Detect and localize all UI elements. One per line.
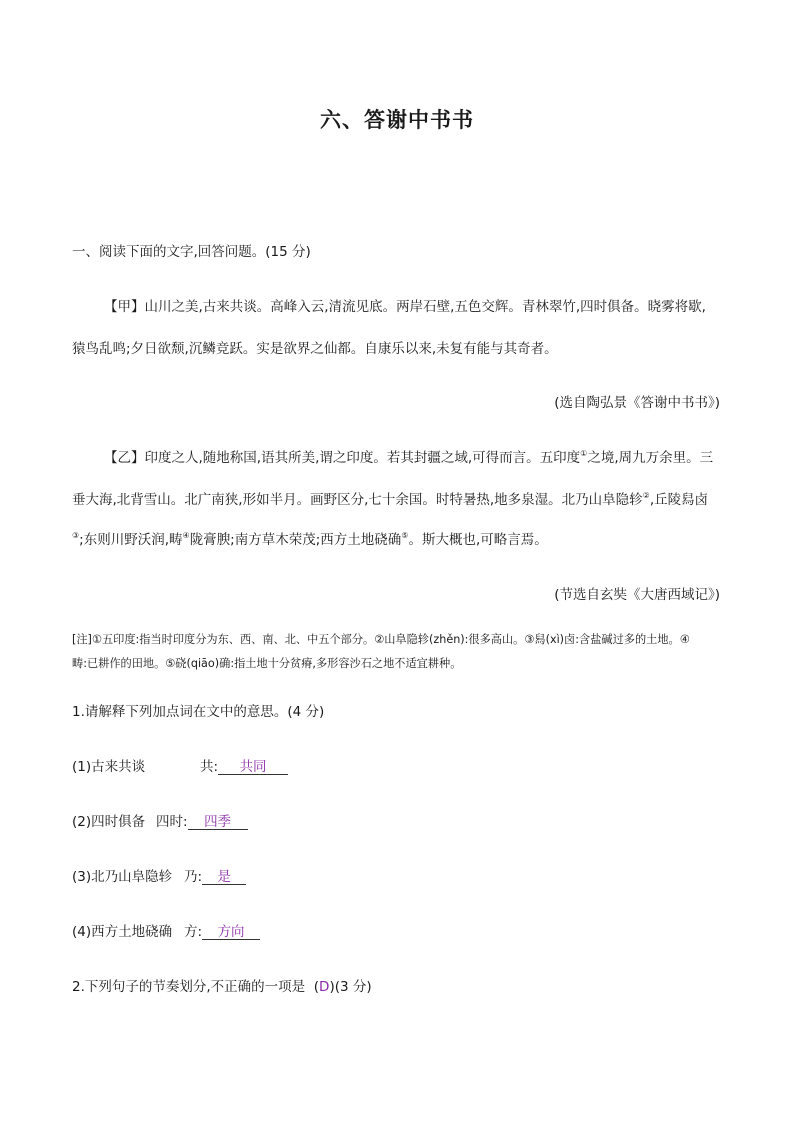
passage-b-text: ;东则川野沃润,畴 bbox=[79, 532, 183, 548]
answer-blank: 是 bbox=[202, 870, 246, 885]
passage-a-line-2: 猿鸟乱鸣;夕日欲颓,沉鳞竞跃。实是欲界之仙都。自康乐以来,未复有能与其奇者。 bbox=[72, 341, 558, 357]
passage-b-line-2 bbox=[72, 488, 708, 508]
item-phrase: (2)四时俱备 bbox=[72, 814, 146, 830]
passage-b-text: 垂大海,北背雪山。北广南狭,形如半月。画野区分,七十余国。时特暑热,地多泉湿。北乃山阜隐轸 bbox=[72, 492, 643, 508]
passage-b-line-3 bbox=[72, 528, 548, 548]
passage-a-line-1: 【甲】山川之美,古来共谈。高峰入云,清流见底。两岸石壁,五色交辉。青林翠竹,四时俱备。晓雾将歇, bbox=[104, 299, 706, 315]
passage-b-text: 【乙】印度之人,随地称国,语其所美,谓之印度。若其封疆之域,可得而言。五印度 bbox=[104, 450, 581, 466]
answer-blank: 四季 bbox=[188, 815, 248, 830]
answer-choice: D bbox=[319, 979, 330, 995]
question-1-prompt: 1.请解释下列加点词在文中的意思。(4 分) bbox=[72, 704, 325, 720]
passage-b-text: 陇膏腴;南方草木荣茂;西方土地硗确 bbox=[189, 532, 402, 548]
question-1-item-4 bbox=[72, 920, 260, 940]
notes-line-2: 畴:已耕作的田地。⑤硗(qiāo)确:指土地十分贫瘠,多形容沙石之地不适宜耕种。 bbox=[72, 657, 462, 670]
passage-b-source: (节选自玄奘《大唐西域记》) bbox=[554, 587, 720, 603]
passage-b-line-1 bbox=[104, 446, 713, 466]
item-word: 四时: bbox=[156, 814, 188, 830]
question-2-answer: (D) bbox=[309, 979, 335, 995]
item-word: 共: bbox=[200, 759, 219, 775]
item-word: 方: bbox=[184, 924, 203, 940]
passage-b-text: 。斯大概也,可略言焉。 bbox=[408, 532, 548, 548]
question-2-prompt bbox=[72, 975, 372, 995]
footnote-marker: ① bbox=[580, 449, 588, 458]
question-1-item-1 bbox=[72, 755, 288, 775]
item-word: 乃: bbox=[184, 869, 203, 885]
item-phrase: (4)西方土地硗确 bbox=[72, 924, 173, 940]
passage-a-source: (选自陶弘景《答谢中书书》) bbox=[554, 395, 720, 411]
section-heading: 一、阅读下面的文字,回答问题。(15 分) bbox=[72, 244, 311, 260]
question-2-text: 2.下列句子的节奏划分,不正确的一项是 bbox=[72, 979, 306, 995]
question-1-item-3 bbox=[72, 865, 246, 885]
footnote-marker: ④ bbox=[182, 531, 190, 540]
question-1-item-2 bbox=[72, 810, 248, 830]
footnote-marker: ② bbox=[642, 491, 650, 500]
answer-blank: 方向 bbox=[202, 925, 260, 940]
footnote-marker: ③ bbox=[72, 531, 80, 540]
answer-blank: 共同 bbox=[218, 760, 288, 775]
item-phrase: (1)古来共谈 bbox=[72, 759, 146, 775]
item-phrase: (3)北乃山阜隐轸 bbox=[72, 869, 173, 885]
footnote-marker: ⑤ bbox=[401, 531, 409, 540]
passage-b-text: ,丘陵舄卤 bbox=[649, 492, 709, 508]
question-2-points: (3 分) bbox=[334, 979, 372, 995]
page-title: 六、答谢中书书 bbox=[320, 108, 474, 132]
notes-line-1: [注]①五印度:指当时印度分为东、西、南、北、中五个部分。②山阜隐轸(zhěn):很多高山。③舄(xì)卤:含盐碱过多的土地。④ bbox=[72, 633, 690, 646]
passage-b-text: 之境,周九万余里。三 bbox=[587, 450, 714, 466]
